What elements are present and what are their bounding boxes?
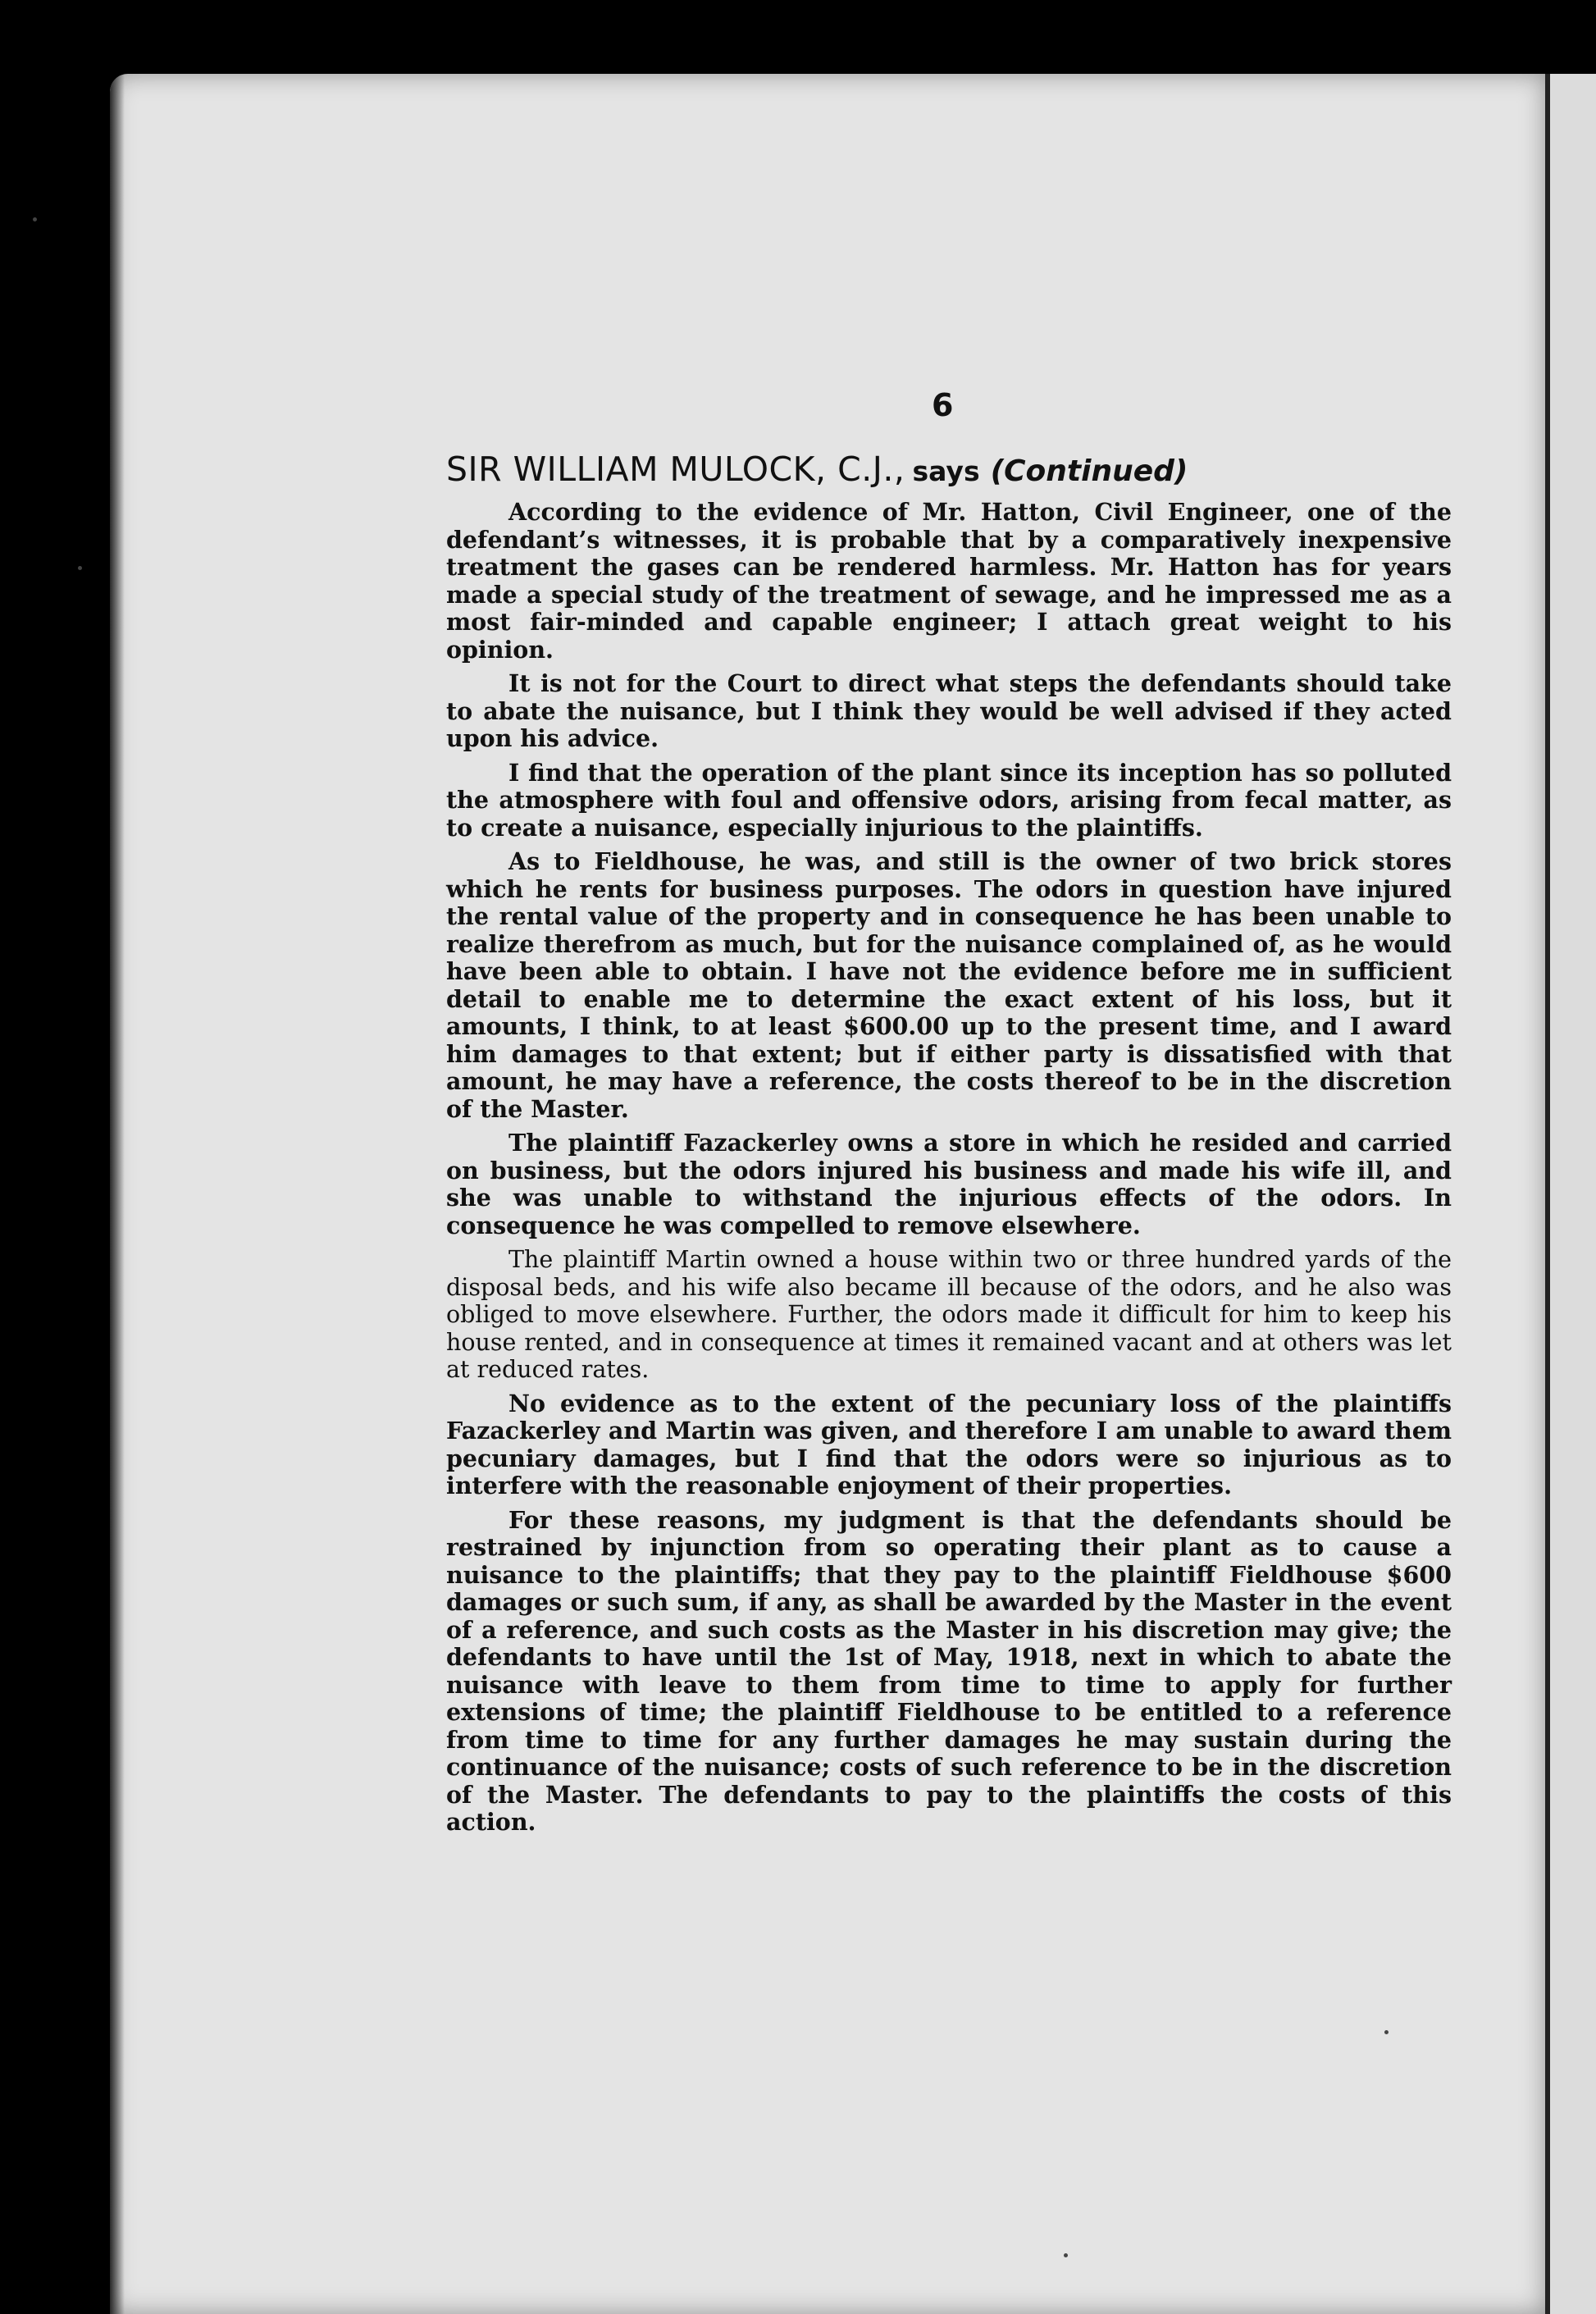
- paragraph: According to the evidence of Mr. Hatton, Civil Engineer, one of the defendant’s witnesses, it is probable that by a comparatively inexpensive treatment the gases can be rendered harmless. Mr. Hatton has for years made a special study of the treatment of sewage, and he impressed me as a most fair-minded and capable engineer; I attach great weight to his opinion.: [446, 498, 1452, 664]
- scan-speck: [1064, 2253, 1068, 2257]
- paragraph: The plaintiff Fazackerley owns a store in which he resided and carried on business, but the odors injured his business and made his wife ill, and she was unable to withstand the injurious effects of the odors. In consequence he was compelled to remove elsewhere.: [446, 1129, 1452, 1239]
- scan-speck: [78, 566, 82, 570]
- page-heading: [446, 450, 1512, 489]
- scanned-page: [110, 74, 1545, 2314]
- paragraph: I find that the operation of the plant since its inception has so polluted the atmosphere with foul and offensive odors, arising from fecal matter, as to create a nuisance, especially injurious to the plaintiffs.: [446, 758, 1452, 842]
- heading-name: SIR WILLIAM MULOCK, C.J.,: [446, 450, 905, 489]
- paragraph: The plaintiff Martin owned a house within two or three hundred yards of the disposal beds, and his wife also became ill because of the odors, and he also was obliged to move elsewhere. Further, the odors made it difficult for him to keep his house rented, and in consequence at times it remained vacant and at others was let at reduced rates.: [446, 1246, 1452, 1383]
- paragraph: As to Fieldhouse, he was, and still is the owner of two brick stores which he rents for business purposes. The odors in question have injured the rental value of the property and in consequence he has been unable to realize therefrom as much, but for the nuisance complained of, as he would have been able to obtain. I have not the evidence before me in sufficient detail to enable me to determine the exact extent of his loss, but it amounts, I think, to at least $600.00 up to the present time, and I award him damages to that extent; but if either party is dissatisfied with that amount, he may have a reference, the costs thereof to be in the discretion of the Master.: [446, 847, 1452, 1123]
- page-number: 6: [932, 387, 954, 423]
- judgment-text: [446, 499, 1452, 1843]
- scan-speck: [33, 217, 37, 221]
- paragraph: It is not for the Court to direct what steps the defendants should take to abate the nuisance, but I think they would be well advised if they acted upon his advice.: [446, 669, 1452, 752]
- heading-continued: (Continued): [990, 454, 1188, 488]
- scan-speck: [1384, 2030, 1389, 2034]
- heading-says: says: [912, 455, 980, 487]
- facing-page-strip: [1550, 74, 1596, 2314]
- paragraph: No evidence as to the extent of the pecuniary loss of the plaintiffs Fazackerley and Martin was given, and therefore I am unable to award them pecuniary damages, but I find that the odors were so injurious as to interfere with the reasonable enjoyment of their properties.: [446, 1389, 1452, 1499]
- paragraph: For these reasons, my judgment is that the defendants should be restrained by injunction from so operating their plant as to cause a nuisance to the plaintiffs; that they pay to the plaintiff Fieldhouse $600 damages or such sum, if any, as shall be awarded by the Master in the event of a reference, and such costs as the Master in his discretion may give; the defendants to have until the 1st of May, 1918, next in which to abate the nuisance with leave to them from time to time to apply for further extensions of time; the plaintiff Fieldhouse to be entitled to a reference from time to time for any further damages he may sustain during the continuance of the nuisance; costs of such reference to be in the discretion of the Master. The defendants to pay to the plaintiffs the costs of this action.: [446, 1505, 1452, 1836]
